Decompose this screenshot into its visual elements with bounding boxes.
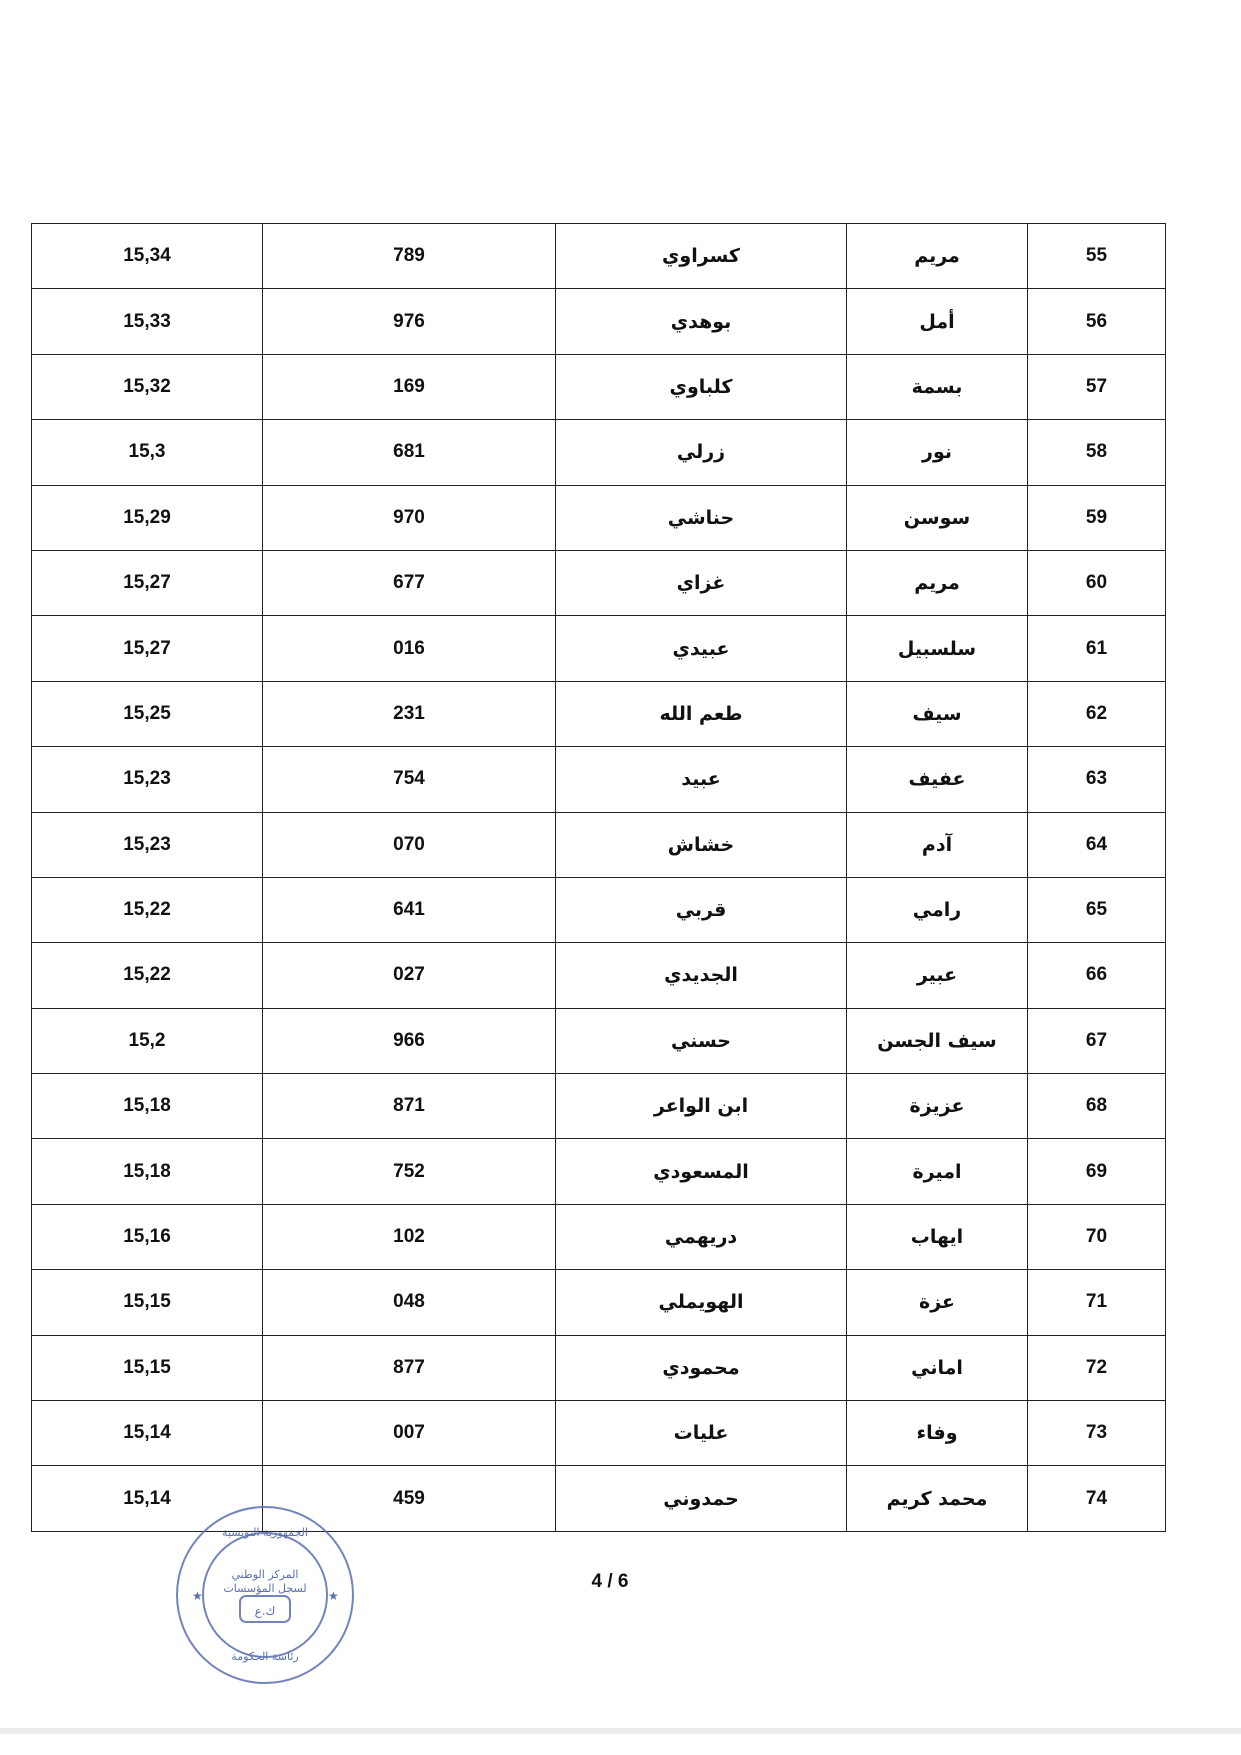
- first-name-cell: اميرة: [847, 1139, 1028, 1204]
- score-cell: 15,33: [32, 289, 263, 354]
- first-name-cell: مريم: [847, 224, 1028, 289]
- score-cell: 15,25: [32, 681, 263, 746]
- score-cell: 15,3: [32, 420, 263, 485]
- id-cell: 016: [263, 616, 556, 681]
- rank-cell: 70: [1028, 1204, 1166, 1269]
- rank-cell: 73: [1028, 1401, 1166, 1466]
- score-cell: 15,27: [32, 616, 263, 681]
- id-cell: 789: [263, 224, 556, 289]
- table-row: [32, 1008, 1166, 1073]
- table-row: [32, 550, 1166, 615]
- first-name-cell: عزيزة: [847, 1074, 1028, 1139]
- rank-cell: 60: [1028, 550, 1166, 615]
- score-cell: 15,16: [32, 1204, 263, 1269]
- first-name-cell: سوسن: [847, 485, 1028, 550]
- results-table: [31, 223, 1166, 1532]
- rank-cell: 64: [1028, 812, 1166, 877]
- id-cell: 007: [263, 1401, 556, 1466]
- table-row: [32, 681, 1166, 746]
- stamp-text: الجمهورية التونسية: [222, 1526, 308, 1539]
- last-name-cell: حناشي: [556, 485, 847, 550]
- last-name-cell: حمدوني: [556, 1466, 847, 1531]
- table-row: [32, 812, 1166, 877]
- rank-cell: 62: [1028, 681, 1166, 746]
- first-name-cell: رامي: [847, 877, 1028, 942]
- id-cell: 966: [263, 1008, 556, 1073]
- first-name-cell: سلسبيل: [847, 616, 1028, 681]
- last-name-cell: خشاش: [556, 812, 847, 877]
- id-cell: 754: [263, 747, 556, 812]
- last-name-cell: محمودي: [556, 1335, 847, 1400]
- id-cell: 231: [263, 681, 556, 746]
- table-row: [32, 1074, 1166, 1139]
- id-cell: 102: [263, 1204, 556, 1269]
- last-name-cell: كلباوي: [556, 354, 847, 419]
- stamp-text: لسجل المؤسسات: [223, 1582, 307, 1595]
- score-cell: 15,14: [32, 1466, 263, 1531]
- stamp-text: المركز الوطني: [231, 1568, 299, 1581]
- first-name-cell: نور: [847, 420, 1028, 485]
- first-name-cell: ايهاب: [847, 1204, 1028, 1269]
- last-name-cell: طعم الله: [556, 681, 847, 746]
- first-name-cell: عفيف: [847, 747, 1028, 812]
- last-name-cell: كسراوي: [556, 224, 847, 289]
- first-name-cell: عزة: [847, 1270, 1028, 1335]
- score-cell: 15,34: [32, 224, 263, 289]
- score-cell: 15,18: [32, 1139, 263, 1204]
- rank-cell: 67: [1028, 1008, 1166, 1073]
- table-row: [32, 943, 1166, 1008]
- last-name-cell: المسعودي: [556, 1139, 847, 1204]
- table-row: [32, 616, 1166, 681]
- last-name-cell: قربي: [556, 877, 847, 942]
- rank-cell: 66: [1028, 943, 1166, 1008]
- table-row: [32, 289, 1166, 354]
- rank-cell: 68: [1028, 1074, 1166, 1139]
- id-cell: 877: [263, 1335, 556, 1400]
- table-row: [32, 1139, 1166, 1204]
- id-cell: 048: [263, 1270, 556, 1335]
- table-row: [32, 877, 1166, 942]
- id-cell: 027: [263, 943, 556, 1008]
- page-number: 4 / 6: [591, 1571, 629, 1592]
- rank-cell: 57: [1028, 354, 1166, 419]
- first-name-cell: مريم: [847, 550, 1028, 615]
- score-cell: 15,32: [32, 354, 263, 419]
- score-cell: 15,2: [32, 1008, 263, 1073]
- rank-cell: 61: [1028, 616, 1166, 681]
- id-cell: 641: [263, 877, 556, 942]
- last-name-cell: غزاي: [556, 550, 847, 615]
- rank-cell: 72: [1028, 1335, 1166, 1400]
- table-row: [32, 420, 1166, 485]
- rank-cell: 55: [1028, 224, 1166, 289]
- rank-cell: 69: [1028, 1139, 1166, 1204]
- last-name-cell: عليات: [556, 1401, 847, 1466]
- id-cell: 976: [263, 289, 556, 354]
- rank-cell: 59: [1028, 485, 1166, 550]
- id-cell: 871: [263, 1074, 556, 1139]
- stamp-text: رئاسة الحكومة: [231, 1650, 299, 1663]
- rank-cell: 65: [1028, 877, 1166, 942]
- last-name-cell: ابن الواعر: [556, 1074, 847, 1139]
- table-row: [32, 1401, 1166, 1466]
- score-cell: 15,23: [32, 747, 263, 812]
- score-cell: 15,22: [32, 943, 263, 1008]
- id-cell: 169: [263, 354, 556, 419]
- last-name-cell: عبيد: [556, 747, 847, 812]
- last-name-cell: حسني: [556, 1008, 847, 1073]
- score-cell: 15,15: [32, 1270, 263, 1335]
- last-name-cell: دريهمي: [556, 1204, 847, 1269]
- id-cell: 970: [263, 485, 556, 550]
- rank-cell: 56: [1028, 289, 1166, 354]
- id-cell: 677: [263, 550, 556, 615]
- score-cell: 15,29: [32, 485, 263, 550]
- first-name-cell: بسمة: [847, 354, 1028, 419]
- table-row: [32, 747, 1166, 812]
- rank-cell: 71: [1028, 1270, 1166, 1335]
- score-cell: 15,15: [32, 1335, 263, 1400]
- last-name-cell: بوهدي: [556, 289, 847, 354]
- page-bottom-edge: [0, 1728, 1241, 1734]
- first-name-cell: سيف الجسن: [847, 1008, 1028, 1073]
- table-row: [32, 485, 1166, 550]
- id-cell: 752: [263, 1139, 556, 1204]
- svg-text:★: ★: [328, 1589, 339, 1603]
- table-row: [32, 1335, 1166, 1400]
- id-cell: 070: [263, 812, 556, 877]
- table-row: [32, 1270, 1166, 1335]
- rank-cell: 58: [1028, 420, 1166, 485]
- table-row: [32, 1204, 1166, 1269]
- svg-text:★: ★: [192, 1589, 203, 1603]
- last-name-cell: زرلي: [556, 420, 847, 485]
- id-cell: 681: [263, 420, 556, 485]
- first-name-cell: أمل: [847, 289, 1028, 354]
- score-cell: 15,27: [32, 550, 263, 615]
- score-cell: 15,23: [32, 812, 263, 877]
- results-table-body: [32, 224, 1166, 1532]
- table-row: [32, 224, 1166, 289]
- score-cell: 15,18: [32, 1074, 263, 1139]
- last-name-cell: الجديدي: [556, 943, 847, 1008]
- first-name-cell: عبير: [847, 943, 1028, 1008]
- table-row: [32, 354, 1166, 419]
- last-name-cell: الهويملي: [556, 1270, 847, 1335]
- id-cell: 459: [263, 1466, 556, 1531]
- first-name-cell: وفاء: [847, 1401, 1028, 1466]
- rank-cell: 74: [1028, 1466, 1166, 1531]
- first-name-cell: سيف: [847, 681, 1028, 746]
- rank-cell: 63: [1028, 747, 1166, 812]
- score-cell: 15,22: [32, 877, 263, 942]
- first-name-cell: محمد كريم: [847, 1466, 1028, 1531]
- stamp-text: ك.ع: [254, 1604, 276, 1618]
- first-name-cell: آدم: [847, 812, 1028, 877]
- last-name-cell: عبيدي: [556, 616, 847, 681]
- official-seal-stamp-icon: [170, 1500, 360, 1690]
- first-name-cell: اماني: [847, 1335, 1028, 1400]
- score-cell: 15,14: [32, 1401, 263, 1466]
